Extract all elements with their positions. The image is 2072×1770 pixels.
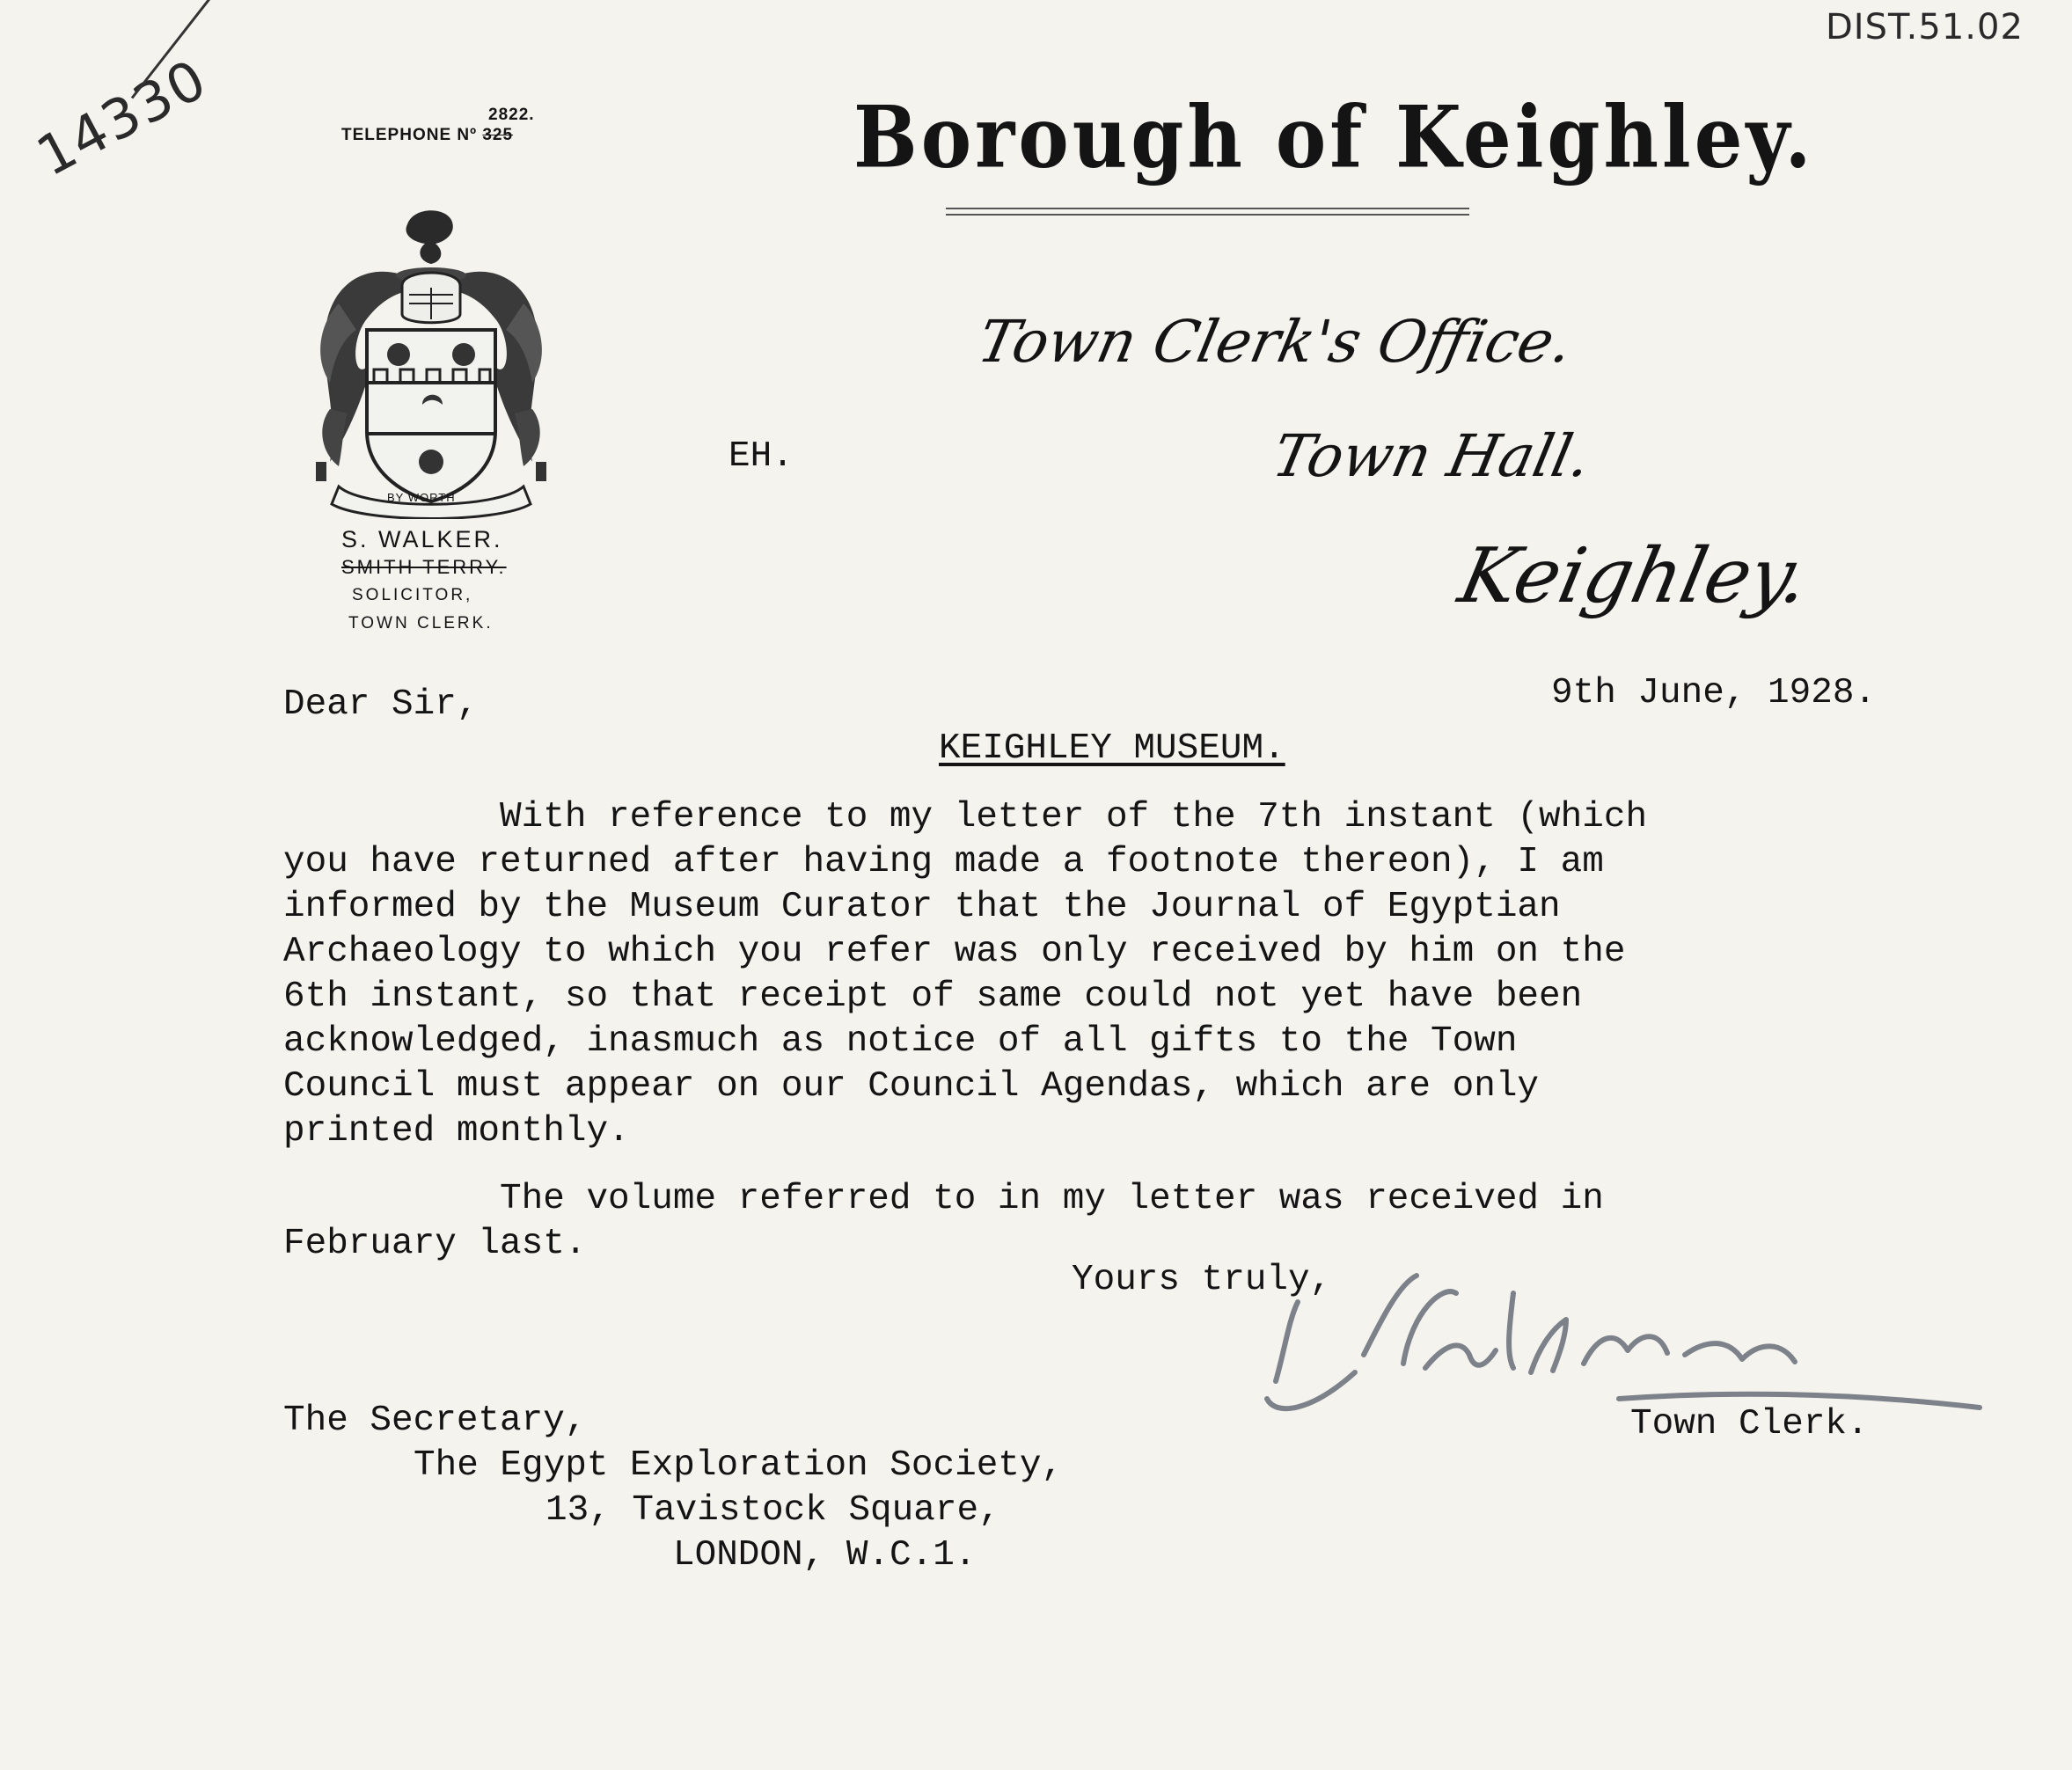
recipient-line: 13, Tavistock Square,: [545, 1490, 1000, 1531]
clerk-role-solicitor: SOLICITOR,: [352, 586, 473, 604]
address-office: Town Clerk's Office.: [972, 308, 1579, 376]
clerk-name: S. WALKER.: [341, 526, 503, 552]
body-line: 6th instant, so that receipt of same could not yet have been: [283, 976, 1583, 1017]
body-line: Archaeology to which you refer was only received by him on the: [283, 932, 1626, 972]
letter-date: 9th June, 1928.: [1551, 673, 1877, 713]
sign-off: Yours truly,: [1072, 1260, 1332, 1300]
signatory-title: Town Clerk.: [1630, 1404, 1869, 1445]
telephone-number: 2822.: [488, 106, 535, 124]
body-line: Council must appear on our Council Agendas, which are only: [283, 1066, 1540, 1107]
body-line: informed by the Museum Curator that the Journal of Egyptian: [283, 887, 1561, 927]
motto: BY WORTH: [387, 491, 456, 504]
address-town: Keighley.: [1452, 532, 1817, 620]
telephone-struck-number: 325: [482, 126, 514, 144]
clerk-former-name: SMITH TERRY.: [341, 556, 507, 578]
clerk-role-town-clerk: TOWN CLERK.: [348, 614, 494, 633]
recipient-line: The Secretary,: [283, 1401, 587, 1441]
coat-of-arms-icon: [304, 207, 559, 519]
reference-initials: EH.: [728, 436, 794, 477]
telephone-label: [341, 126, 513, 145]
telephone-label-text: TELEPHONE Nº: [341, 126, 483, 144]
body-line: acknowledged, inasmuch as notice of all gifts to the Town: [283, 1021, 1518, 1062]
body-line: you have returned after having made a footnote thereon), I am: [283, 842, 1604, 882]
body-line: The volume referred to in my letter was received in: [283, 1179, 1604, 1219]
title-rule: [946, 214, 1469, 216]
recipient-line: LONDON, W.C.1.: [673, 1535, 977, 1576]
address-hall: Town Hall.: [1267, 422, 1598, 490]
reference-number-annotation: 14330: [26, 46, 218, 189]
subject-heading: KEIGHLEY MUSEUM.: [939, 728, 1285, 769]
body-line: printed monthly.: [283, 1111, 630, 1152]
body-line: February last.: [283, 1224, 587, 1264]
body-line: With reference to my letter of the 7th instant (which: [283, 797, 1648, 837]
letterhead-title: Borough of Keighley.: [853, 88, 1815, 188]
salutation: Dear Sir,: [283, 684, 479, 725]
recipient-line: The Egypt Exploration Society,: [414, 1445, 1064, 1486]
file-code-annotation: DIST.51.02: [1826, 7, 2024, 48]
title-rule: [946, 208, 1469, 209]
